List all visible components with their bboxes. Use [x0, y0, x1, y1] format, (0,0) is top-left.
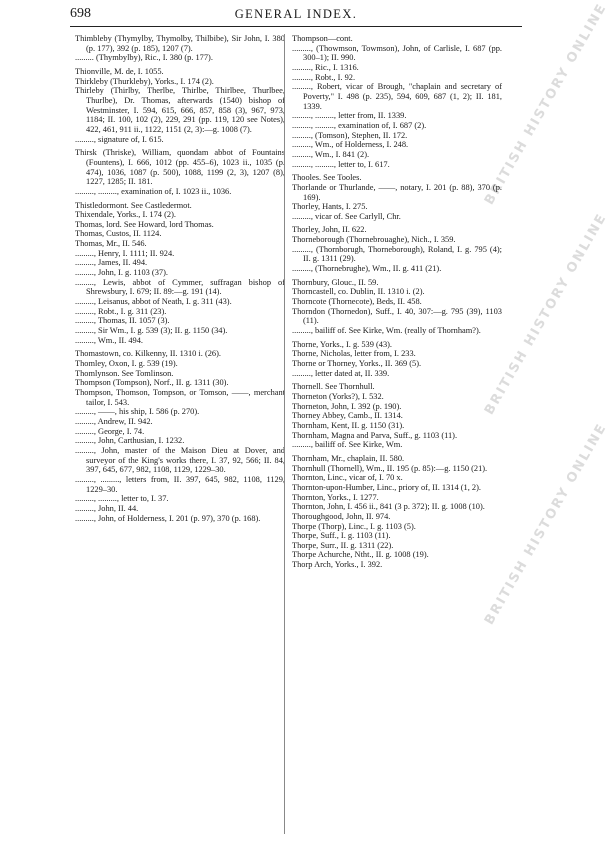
index-entry: Thorne, Yorks., I. g. 539 (43). [292, 339, 393, 349]
index-entry: Thomlynson. See Tomlinson. [75, 368, 174, 378]
index-entry: Thorncastell, co. Dublin, II. 1310 i. (2). [292, 287, 425, 297]
index-entry: ........., vicar of. See Carlyll, Chr. [292, 211, 401, 221]
index-entry: Thomas, Mr., II. 546. [75, 239, 147, 249]
index-entry: ........., Ric., I. 1316. [292, 62, 359, 72]
index-entry: ........., John, Carthusian, I. 1232. [75, 436, 185, 446]
index-entry: Thorpe Achurche, Ntht., II. g. 1008 (19). [292, 550, 429, 560]
index-entry: ........., ........., letters from, II. 397, 645, 982, 1108, 1129, 1229–30. [75, 474, 285, 494]
index-entry: Thorncote (Thornecote), Beds, II. 458. [292, 297, 422, 307]
index-entry: ........., letter dated at, II. 339. [292, 368, 390, 378]
index-entry: Thornton, Linc., vicar of, I. 70 x. [292, 473, 403, 483]
index-entry: Thornton, Yorks., I. 1277. [292, 492, 379, 502]
index-entry: Thorneton (Yorks?), I. 532. [292, 391, 384, 401]
index-entry: Thionville, M. de, I. 1055. [75, 66, 164, 76]
index-entry: Thorneton, John, I. 392 (p. 190). [292, 401, 402, 411]
page-number: 698 [70, 6, 91, 21]
index-entry: Thoroughgood, John, II. 974. [292, 511, 391, 521]
index-entry: ........., Wm., of Holderness, I. 248. [292, 140, 409, 150]
index-entry: ........., ........., letter to, I. 37. [75, 494, 169, 504]
index-entry: ........., ........., letter from, II. 1339. [292, 111, 407, 121]
index-entry: ........., Sir Wm., I. g. 539 (3); II. g. 1150 (34). [75, 326, 228, 336]
index-entry: ........., George, I. 74. [75, 426, 145, 436]
index-entry: ........., John, I. g. 1103 (37). [75, 268, 168, 278]
index-entry: Thornham, Mr., chaplain, II. 580. [292, 453, 405, 463]
index-entry: ........., Robt., I. 92. [292, 72, 356, 82]
index-entry: Thorneborough (Thornebrouaghe), Nich., I. 359. [292, 235, 456, 245]
index-entry: ........., Robert, vicar of Brough, "chaplain and secretary of Poverty," I. 498 (p. 235), 594, 609, 687 (1, 2); II. 181, 1339. [292, 82, 502, 111]
index-entry: Thimbleby (Thymylby, Thymolby, Thilbibe), Sir John, I. 380 (p. 177), 392 (p. 185), 1207 (7). [75, 34, 285, 53]
index-entry: Thorley, John, II. 622. [292, 225, 367, 235]
index-entry: Thorpe, Surr., II. g. 1311 (22). [292, 540, 394, 550]
index-column-right [292, 34, 502, 834]
index-entry: ........., Wm., I. 841 (2). [292, 149, 370, 159]
index-entry: ........., ........., letter to, I. 617. [292, 159, 390, 169]
index-entry: ........., signature of, I. 615. [75, 134, 164, 144]
index-entry: ........., (Thornborugh, Thorneborough), Roland, I. g. 795 (4); II. g. 1311 (29). [292, 244, 502, 264]
index-entry: Thomastown, co. Kilkenny, II. 1310 i. (26). [75, 349, 221, 359]
index-entry: Thornhull (Thornell), Wm., II. 195 (p. 85):—g. 1150 (21). [292, 463, 488, 473]
index-entry: ........., ........., examination of, I. 1023 ii., 1036. [75, 186, 232, 196]
index-entry: Thistledormont. See Castledermot. [75, 200, 192, 210]
index-entry: ........., Andrew, II. 942. [75, 416, 153, 426]
index-entry: ........., ——, his ship, I. 586 (p. 270). [75, 407, 200, 417]
index-entry: ........., Lewis, abbot of Cymmer, suffragan bishop of Shrewsbury, I. 679; II. 89:—g. 191 (14). [75, 277, 285, 297]
index-column-left [75, 34, 285, 834]
index-entry: Thirsk (Thriske), William, quondam abbot of Fountains (Fountens), I. 666, 1012 (pp. 455–6), 1023 ii., 1035 (p. 474), 1036, 1087 (p. 500), 1088, 1199 (2, 3), 1207 (8), 1227, 1285; II. 181. [75, 148, 285, 187]
index-entry: ........., John, of Holderness, I. 201 (p. 97), 370 (p. 168). [75, 513, 261, 523]
index-entry: ........., James, II. 494. [75, 258, 148, 268]
index-entry: Thornbury, Glouc., II. 59. [292, 277, 379, 287]
index-entry: Thompson—cont. [292, 34, 353, 43]
index-entry: Thorndon (Thornedon), Suff., I. 40, 307:—g. 795 (39), 1103 (11). [292, 306, 502, 326]
index-entry: Thorlande or Thurlande, ——, notary, I. 201 (p. 88), 370 (p. 169). [292, 182, 502, 202]
page-title: GENERAL INDEX. [234, 7, 358, 21]
index-entry: Thornell. See Thornhull. [292, 382, 375, 392]
index-entry: Thorne, Nicholas, letter from, I. 233. [292, 349, 416, 359]
index-entry: Thirkleby (Thurkleby), Yorks., I. 174 (2). [75, 76, 214, 86]
page-header [70, 6, 522, 24]
index-entry: Thomas, lord. See Howard, lord Thomas. [75, 219, 214, 229]
index-entry: Thomas, Custos, II. 1124. [75, 229, 162, 239]
index-entry: Thorne or Thorney, Yorks., II. 369 (5). [292, 359, 422, 368]
index-entry: Thorpe (Thorp), Linc., I. g. 1103 (5). [292, 521, 416, 531]
index-entry: Thompson (Tompson), Norf., II. g. 1311 (30). [75, 378, 229, 388]
watermark-text: BRITISH HISTORY ONLINE [482, 420, 610, 628]
index-entry: Thorley, Hants, I. 275. [292, 202, 368, 212]
index-entry: ........., bailiff of. See Kirke, Wm. [292, 440, 403, 450]
index-entry: Thomley, Oxon, I. g. 539 (19). [75, 359, 178, 368]
index-entry: ........., Leisanus, abbot of Neath, I. g. 311 (43). [75, 297, 232, 307]
index-entry: ........., (Tomson), Stephen, II. 172. [292, 130, 408, 140]
index-entry: ........., ........., examination of, I. 687 (2). [292, 120, 427, 130]
index-entry: Thorpe, Suff., I. g. 1103 (11). [292, 531, 391, 541]
watermark-text: BRITISH HISTORY ONLINE [482, 0, 610, 208]
index-entry: Thornham, Magna and Parva, Suff., g. 1103 (11). [292, 430, 458, 440]
index-entry: ........., Henry, I. 1111; II. 924. [75, 248, 175, 258]
index-entry: Thornton-upon-Humber, Linc., priory of, II. 1314 (1, 2). [292, 482, 481, 492]
index-entry: Thooles. See Tooles. [292, 173, 362, 183]
watermark-text: BRITISH HISTORY ONLINE [482, 210, 610, 418]
index-entry: ........., (Thornebrughe), Wm., II. g. 411 (21). [292, 264, 442, 274]
index-entry: ........., John, II. 44. [75, 503, 139, 513]
index-entry: Thompson, Thomson, Tompson, or Tomson, ——, merchant tailor, I. 543. [75, 387, 285, 407]
index-entry: ......... (Thymbylby), Ric., I. 380 (p. 177). [75, 53, 213, 63]
index-entry: Thornham, Kent, II. g. 1150 (31). [292, 420, 405, 430]
index-entry: ........., Thomas, II. 1057 (3). [75, 316, 170, 326]
index-entry: Thorney Abbey, Camb., II. 1314. [292, 411, 403, 421]
index-entry: Thirleby (Thirlby, Therlbe, Thirlbe, Thirlbee, Thurlbee, Thurlbe), Dr. Thomas, afterwards (1540) bishop of Westminster, I. 594, 615, 666, 857, 858 (3), 967, 973, 1184; II. 100, 102 (2), 229, 291 (pp. 119, 120 see Notes), 422, 461, 911 ii., 1122, 1151 (2, 3):—g. 1008 (7). [75, 86, 285, 134]
index-entry: ........., John, master of the Maison Dieu at Dover, and surveyor of the King's works there, I. 37, 92, 566; II. 84, 397, 645, 677, 982, 1108, 1129, 1229–30. [75, 445, 285, 475]
index-entry: ........., Robt., I. g. 311 (23). [75, 306, 167, 316]
index-entry: Thixendale, Yorks., I. 174 (2). [75, 210, 176, 220]
index-entry: ........., (Thowmson, Towmson), John, of Carlisle, I. 687 (pp. 300–1); II. 990. [292, 43, 502, 63]
index-entry: Thornton, John, I. 456 ii., 841 (3 p. 372); II. g. 1008 (10). [292, 502, 485, 512]
index-entry: Thorp Arch, Yorks., I. 392. [292, 560, 383, 570]
index-entry: ........., Wm., II. 494. [75, 335, 144, 345]
index-entry: ........., bailiff of. See Kirke, Wm. (really of Thornham?). [292, 326, 481, 336]
header-rule [70, 26, 522, 27]
